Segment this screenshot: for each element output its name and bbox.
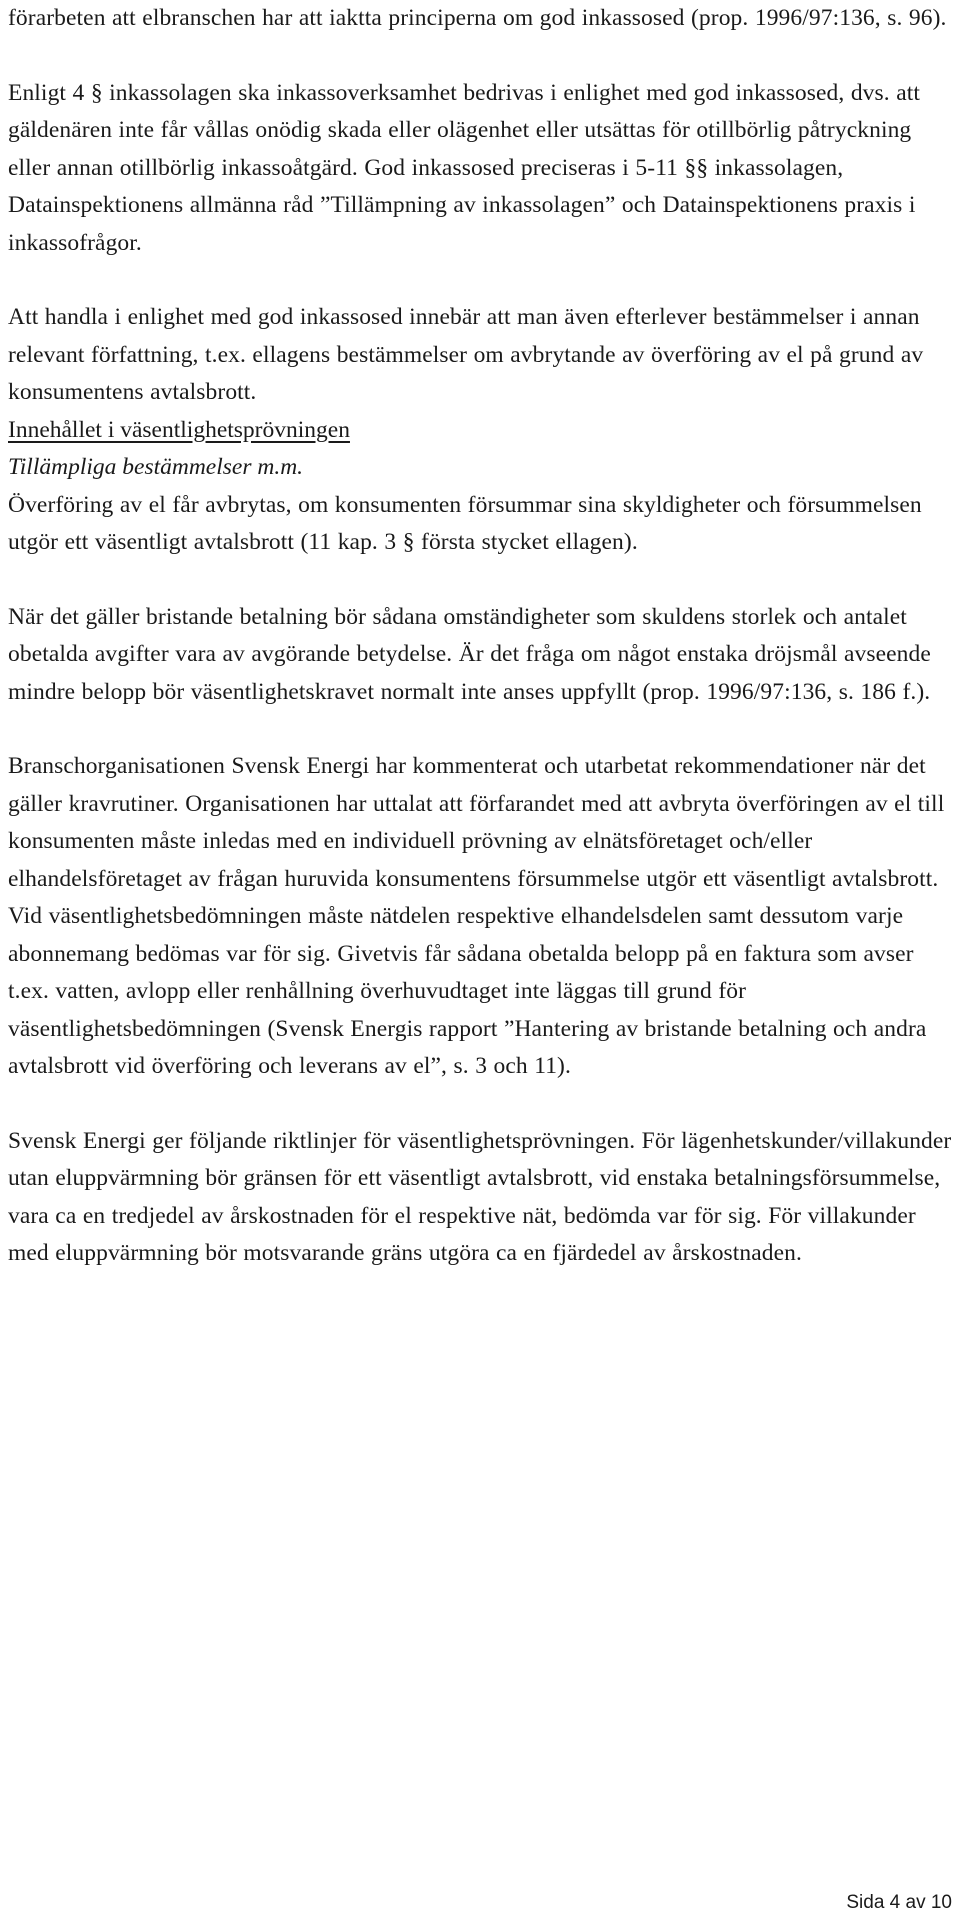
paragraph-svensk-energi-guidelines: Svensk Energi ger följande riktlinjer för väsentlighetsprövningen. För lägenhetskunder/villakunder utan eluppvärmning bör gränsen för ett väsentligt avtalsbrott, vid enstaka betalningsförsummelse, vara ca en tredjedel av årskostnaden för el respektive nät, bedömda var för sig. För villakunder med eluppvärmning bör motsvarande gräns utgöra ca en fjärdedel av årskostnaden. [8,1127,952,1266]
section-subheading: Tillämpliga bestämmelser m.m. [8,454,304,480]
paragraph-payment-default: När det gäller bristande betalning bör sådana omständigheter som skuldens storlek och antalet obetalda avgifter vara av avgörande betydelse. Är det fråga om något enstaka dröjsmål avseende mindre belopp bör väsentlighetskravet normalt inte anses uppfyllt (prop. 1996/97:136, s. 186 f.). [8,603,931,705]
page-number: Sida 4 av 10 [846,1892,952,1913]
paragraph-preparatory-works: förarbeten att elbranschen har att iaktta principerna om god inkassosed (prop. 1996/97:136, s. 96). [8,5,947,31]
document-page [8,0,952,1273]
section-heading: Innehållet i väsentlighetsprövningen [8,416,350,443]
paragraph-inkassolagen: Enligt 4 § inkassolagen ska inkassoverksamhet bedrivas i enlighet med god inkassosed, dvs. att gäldenären inte får vållas onödig skada eller olägenhet eller utsättas för otillbörlig påtryckning eller annan otillbörlig inkassoåtgärd. God inkassosed preciseras i 5-11 §§ inkassolagen, Datainspektionens allmänna råd ”Tillämpning av inkassolagen” och Datainspektionens praxis i inkassofrågor. [8,79,921,256]
paragraph-ellagen-interruption: Överföring av el får avbrytas, om konsumenten försummar sina skyldigheter och försummelsen utgör ett väsentligt avtalsbrott (11 kap. 3 § första stycket ellagen). [8,491,922,555]
paragraph-svensk-energi-recommendations: Branschorganisationen Svensk Energi har kommenterat och utarbetat rekommendationer när det gäller kravrutiner. Organisationen har uttalat att förfarandet med att avbryta överföringen av el till konsumenten måste inledas med en individuell prövning av elnätsföretaget och/eller elhandelsföretaget av frågan huruvida konsumentens försummelse utgör ett väsentligt avtalsbrott. Vid väsentlighetsbedömningen måste nätdelen respektive elhandelsdelen samt dessutom varje abonnemang bedömas var för sig. Givetvis får sådana obetalda belopp på en faktura som avser t.ex. vatten, avlopp eller renhållning överhuvudtaget inte läggas till grund för väsentlighetsbedömningen (Svensk Energis rapport ”Hantering av bristande betalning och andra avtalsbrott vid överföring och leverans av el”, s. 3 och 11). [8,753,945,1079]
paragraph-relevant-legislation: Att handla i enlighet med god inkassosed innebär att man även efterlever bestämmelser i annan relevant författning, t.ex. ellagens bestämmelser om avbrytande av överföring av el på grund av konsumentens avtalsbrott. [8,304,924,405]
